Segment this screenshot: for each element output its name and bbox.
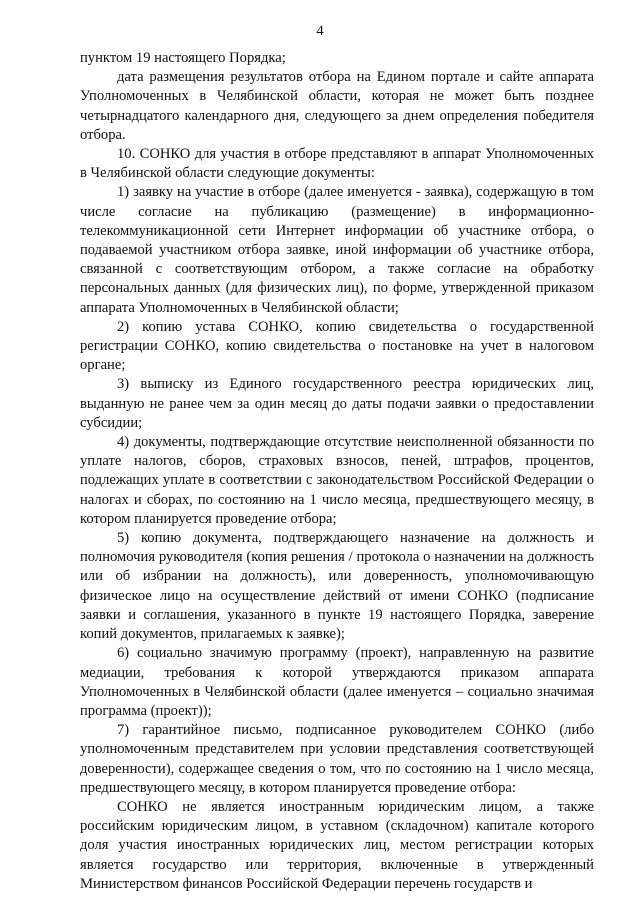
paragraph: 2) копию устава СОНКО, копию свидетельства о государственной регистрации СОНКО, копию свидетельства о постановке на учет в налоговом органе; (80, 318, 594, 374)
paragraph: 7) гарантийное письмо, подписанное руководителем СОНКО (либо уполномоченным представителем при условии представления соответствующей доверенности), содержащее сведения о том, что по состоянию на 1 число месяца, предшествующего месяцу, в котором планируется проведение отбора: (80, 722, 594, 796)
paragraph: дата размещения результатов отбора на Едином портале и сайте аппарата Уполномоченных в Челябинской области, которая не может быть позднее четырнадцатого календарного дня, следующего за днем определения победителя отбора. (80, 69, 594, 143)
document-body (80, 49, 594, 894)
paragraph: СОНКО не является иностранным юридическим лицом, а также российским юридическим лицом, в уставном (складочном) капитале которого доля участия иностранных юридических лиц, местом регистрации которых является государство или территория, включенные в утвержденный Министерством финансов Российской Федерации перечень государств и (80, 798, 594, 892)
paragraph: 1) заявку на участие в отборе (далее именуется - заявка), содержащую в том числе согласие на публикацию (размещение) в информационно-телекоммуникационной сети Интернет информации об участнике отбора, о подаваемой участником отбора заявке, иной информации об участнике отбора, связанной с соответствующим отбором, а также согласие на обработку персональных данных (для физических лиц), по форме, утвержденной приказом аппарата Уполномоченных в Челябинской области; (80, 184, 594, 316)
paragraph: 5) копию документа, подтверждающего назначение на должность и полномочия руководителя (копия решения / протокола о назначении на должность или об избрании на должность), или доверенность, уполномочивающую физическое лицо на осуществление действий от имени СОНКО (подписание заявки и соглашения, указанного в пункте 19 настоящего Порядка, заверение копий документов, прилагаемых к заявке); (80, 530, 594, 643)
paragraph: пунктом 19 настоящего Порядка; (80, 50, 286, 66)
paragraph: 3) выписку из Единого государственного реестра юридических лиц, выданную не ранее чем за один месяц до даты подачи заявки о предоставлении субсидии; (80, 376, 594, 431)
paragraph: 6) социально значимую программу (проект), направленную на развитие медиации, требования к которой утверждаются приказом аппарата Уполномоченных в Челябинской области (далее именуется – социально значимая программа (проект)); (80, 645, 594, 719)
page-number: 4 (316, 23, 324, 39)
paragraph: 4) документы, подтверждающие отсутствие неисполненной обязанности по уплате налогов, сборов, страховых взносов, пеней, штрафов, процентов, подлежащих уплате в соответствии с законодательством Российской Федерации о налогах и сборах, по состоянию на 1 число месяца, предшествующего месяцу, в котором планируется проведение отбора; (80, 434, 594, 527)
paragraph: 10. СОНКО для участия в отборе представляют в аппарат Уполномоченных в Челябинской области следующие документы: (80, 146, 594, 182)
